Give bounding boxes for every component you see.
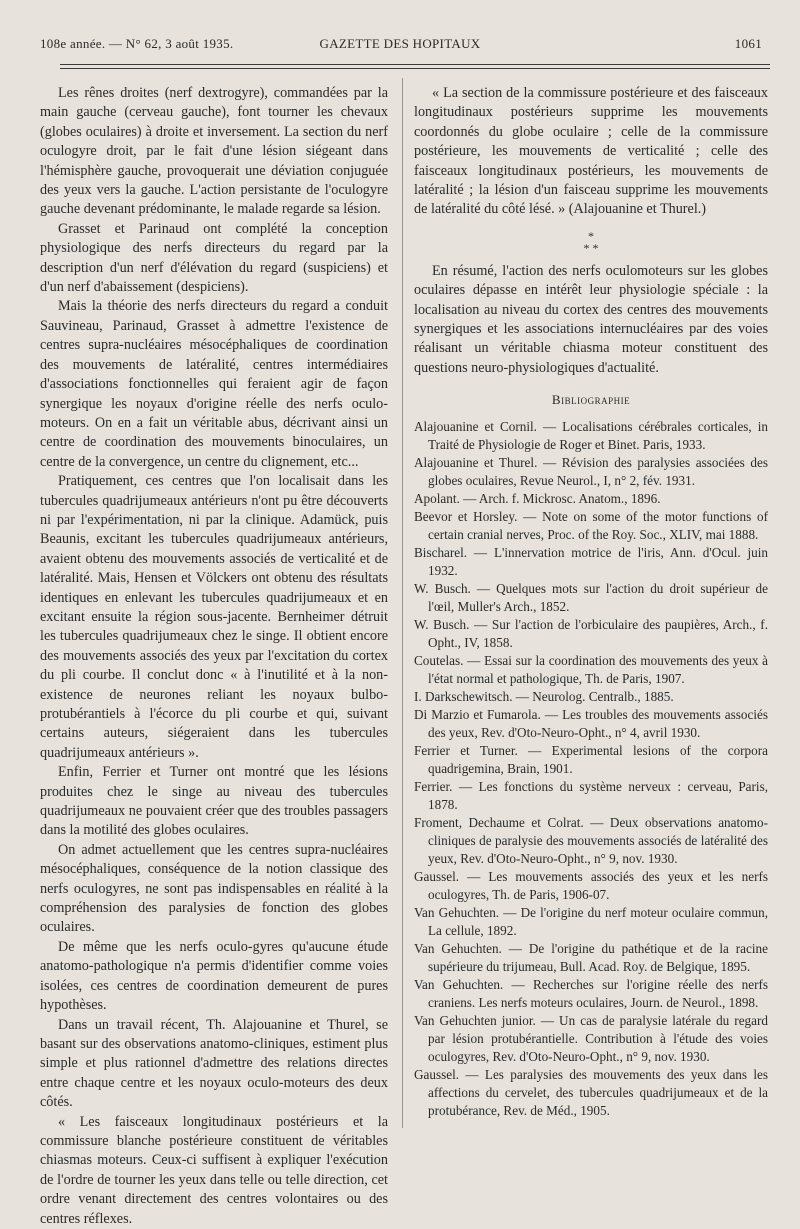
header-rule-double	[60, 68, 770, 69]
paragraph: Dans un travail récent, Th. Alajouanine et Thurel, se basant sur des observations anatomo-cliniques, estiment plus simple et plus rationnel d'admettre des relations directes entre chaque centre et les noyaux oculo-moteurs des deux côtés.	[40, 1016, 388, 1111]
column-divider	[402, 78, 403, 1128]
right-column	[414, 84, 768, 1120]
paragraph: On admet actuellement que les centres supra-nucléaires mésocéphaliques, conséquence de la notion classique des nerfs oculogyres, ne sont pas indispensables en réalité à la compréhension des paralysies de fonction des globes oculaires.	[40, 841, 388, 936]
page-number: 1061	[734, 36, 762, 51]
bibliography-entry: Beevor et Horsley. — Note on some of the motor functions of certain cranial nerves, Proc. of the Roy. Soc., XLIV, mai 1888.	[414, 508, 768, 542]
bibliography-entry: I. Darkschewitsch. — Neurolog. Centralb., 1885.	[414, 688, 674, 704]
left-column	[40, 84, 388, 1229]
bibliography-list	[414, 418, 768, 1120]
bibliography-entry: W. Busch. — Sur l'action de l'orbiculaire des paupières, Arch., f. Opht., IV, 1858.	[414, 616, 768, 650]
running-header	[30, 36, 770, 56]
quote-paragraph: « La section de la commissure postérieure et des faisceaux longitudinaux postérieurs supprime les mouvements coordonnés du globe oculaire ; celle de la commissure postérieure, les mouvements de verticalité ; celle des faisceaux longitudinaux postérieurs, les mouvements de latéralité ; la lésion d'un faisceau supprime les mouvements de latéralité du côté lésé. » (Alajouanine et Thurel.)	[414, 85, 768, 218]
paragraph: Mais la théorie des nerfs directeurs du regard a conduit Sauvineau, Parinaud, Grasset à admettre l'existence de centres supra-nucléaires mésocéphaliques de coordination des mouvements de latéralité, centres intermédiaires d'associations fonctionnelles qui feraient agir de façon synergique les noyaux d'origine réelle des nerfs oculo-moteurs. On en a fait un véritable abus, décrivant ainsi un centre de coordination des mouvements binoculaires, un centre de la convergence, un centre du clignement, etc...	[40, 298, 388, 470]
paragraph: De même que les nerfs oculo-gyres qu'aucune étude anatomo-pathologique n'a permis d'identifier comme voies isolées, ces centres de coordination demeurent de pures hypothèses.	[40, 938, 388, 1014]
bibliography-entry: Alajouanine et Thurel. — Révision des paralysies associées des globes oculaires, Revue Neurol., I, n° 2, fév. 1931.	[414, 454, 768, 488]
paragraph: Grasset et Parinaud ont complété la conception physiologique des nerfs directeurs du regard par la description d'un nerf d'élévation du regard (suspiciens) et d'un nerf d'abaissement (despiciens).	[40, 220, 388, 296]
bibliography-entry: W. Busch. — Quelques mots sur l'action du droit supérieur de l'œil, Muller's Arch., 1852.	[414, 580, 768, 614]
paragraph: Enfin, Ferrier et Turner ont montré que les lésions produites chez le singe au niveau des tubercules quadrijumeaux ne pouvaient créer que des troubles passagers dans la motilité des globes oculaires.	[40, 764, 388, 839]
bibliography-entry: Van Gehuchten. — Recherches sur l'origine réelle des nerfs craniens. Les nerfs moteurs oculaires, Journ. de Neurol., 1898.	[414, 976, 768, 1010]
header-rule	[60, 64, 770, 65]
summary-paragraph: En résumé, l'action des nerfs oculomoteurs sur les globes oculaires dépasse en intérêt leur physiologie spéciale : la localisation au niveau du cortex des centres des mouvements synergiques et les associations internucléaires par des voies réalisant un véritable chiasma moteur constituent des questions neuro-physiologiques d'actualité.	[414, 262, 768, 376]
bibliography-entry: Alajouanine et Cornil. — Localisations cérébrales corticales, in Traité de Physiologie de Roger et Binet. Paris, 1933.	[414, 418, 768, 452]
separator-stars-bottom: * *	[583, 240, 599, 255]
bibliography-entry: Ferrier et Turner. — Experimental lesions of the corpora quadrigemina, Brain, 1901.	[414, 742, 768, 776]
issue-info: 108e année. — N° 62, 3 août 1935.	[40, 36, 234, 51]
bibliography-entry: Di Marzio et Fumarola. — Les troubles des mouvements associés des yeux, Rev. d'Oto-Neuro-Opht., n° 4, avril 1930.	[414, 706, 768, 740]
bibliography-entry: Gaussel. — Les mouvements associés des yeux et les nerfs oculogyres, Th. de Paris, 1906-07.	[414, 868, 768, 902]
bibliography-heading: Bibliographie	[551, 392, 631, 408]
paragraph: Les rênes droites (nerf dextrogyre), commandées par la main gauche (cerveau gauche), font tourner les chevaux (globes oculaires) à droite et inversement. La section du nerf oculogyre droit, par le fait d'une lésion siégeant dans l'hémisphère gauche, provoquerait une déviation conjuguée des yeux vers la gauche. L'action persistante de l'oculogyre gauche devenant prédominante, le malade regarde sa lésion.	[40, 85, 388, 218]
separator-star-top: *	[588, 228, 594, 243]
bibliography-entry: Apolant. — Arch. f. Mickrosc. Anatom., 1896.	[414, 490, 661, 506]
bibliography-entry: Coutelas. — Essai sur la coordination des mouvements des yeux à l'état normal et pathologique, Th. de Paris, 1907.	[414, 652, 768, 686]
bibliography-entry: Van Gehuchten junior. — Un cas de paralysie latérale du regard par lésion protubérantielle. Contribution à l'étude des voies oculogyres, Rev. d'Oto-Neuro-Opht., n° 9, nov. 1930.	[414, 1012, 768, 1064]
bibliography-entry: Froment, Dechaume et Colrat. — Deux observations anatomo-cliniques de paralysie des mouvements associés de latéralité des yeux, Rev. d'Oto-Neuro-Opht., n° 9, nov. 1930.	[414, 814, 768, 866]
bibliography-entry: Gaussel. — Les paralysies des mouvements des yeux dans les affections du cervelet, des tubercules quadrijumeaux et de la protubérance, Rev. de Méd., 1905.	[414, 1066, 768, 1118]
bibliography-entry: Van Gehuchten. — De l'origine du nerf moteur oculaire commun, La cellule, 1892.	[414, 904, 768, 938]
journal-title: GAZETTE DES HOPITAUX	[319, 36, 481, 51]
bibliography-entry: Van Gehuchten. — De l'origine du pathétique et de la racine supérieure du trijumeau, Bull. Acad. Roy. de Belgique, 1895.	[414, 940, 768, 974]
bibliography-entry: Bischarel. — L'innervation motrice de l'iris, Ann. d'Ocul. juin 1932.	[414, 544, 768, 578]
paragraph: « Les faisceaux longitudinaux postérieurs et la commissure blanche postérieure constituent de véritables chiasmas moteurs. Ceux-ci suffisent à expliquer l'exécution de l'ordre de tourner les yeux dans telle ou telle direction, cet ordre venant directement des centres volontaires ou des centres réflexes.	[40, 1113, 388, 1227]
bibliography-entry: Ferrier. — Les fonctions du système nerveux : cerveau, Paris, 1878.	[414, 778, 768, 812]
paragraph: Pratiquement, ces centres que l'on localisait dans les tubercules quadrijumeaux antérieurs n'ont pu être découverts ni par l'expérimentation, ni par la clinique. Adamück, puis Beaunis, excitant les tubercules quadrijumeaux antérieurs, avaient obtenu des mouvements associés de verticalité et de latéralité. Mais, Hensen et Völckers ont obtenu des résultats identiques en enlevant les tubercules quadrijumeaux et en excitant ensuite la région sous-jacente. Bernheimer détruit les tubercules quadrijumeaux chez le singe. Il obtient encore des mouvements associés des yeux par l'excitation du cortex du pli courbe. Il conclut donc « à l'inutilité et à la non-existence de neurones reliant les noyaux bulbo-protubérantiels à l'écorce du pli courbe et qui, suivant certains auteurs, siégeraient dans les tubercules quadrijumeaux antérieurs ».	[40, 473, 388, 761]
section-separator	[414, 230, 768, 254]
